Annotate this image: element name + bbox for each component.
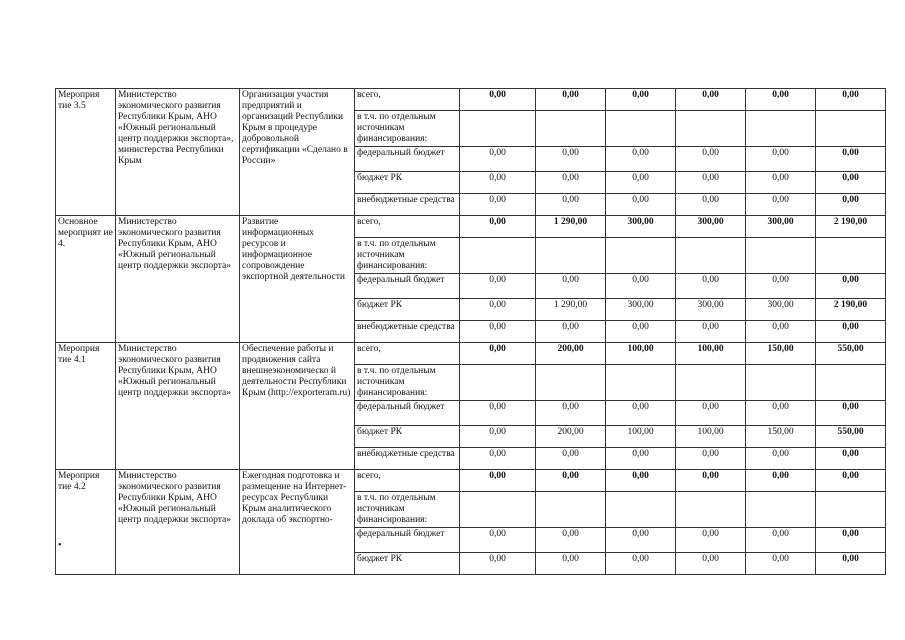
amount-cell [676,111,746,147]
amount-cell: 0,00 [606,89,676,111]
amount-cell: 0,00 [816,470,886,492]
amount-cell: 0,00 [606,194,676,216]
amount-cell: 0,00 [536,194,606,216]
amount-cell [460,111,536,147]
table-row [56,216,886,238]
amount-cell: 0,00 [460,401,536,426]
amount-cell [746,365,816,401]
amount-cell [536,111,606,147]
amount-cell [746,238,816,274]
amount-cell: 0,00 [536,172,606,194]
amount-cell: 0,00 [606,172,676,194]
amount-cell [536,365,606,401]
amount-cell: 0,00 [746,470,816,492]
amount-cell [606,492,676,528]
amount-cell: 0,00 [746,194,816,216]
amount-cell: 0,00 [746,89,816,111]
amount-cell: 0,00 [606,448,676,470]
amount-cell: 0,00 [606,528,676,553]
amount-cell: 0,00 [676,553,746,575]
funding-source-label: всего, [355,216,460,238]
amount-cell: 0,00 [536,147,606,172]
amount-cell [676,238,746,274]
amount-cell: 300,00 [606,299,676,321]
amount-cell: 0,00 [536,401,606,426]
description-cell: Организация участия предприятий и организаций Республики Крым в процедуре добровольной сертификации «Сделано в России» [240,89,355,216]
funding-source-label: федеральный бюджет [355,528,460,553]
amount-cell [460,238,536,274]
organization-cell: Министерство экономического развития Республики Крым, АНО «Южный региональный центр поддержки экспорта» [116,343,240,470]
amount-cell: 2 190,00 [816,299,886,321]
amount-cell: 0,00 [676,172,746,194]
description-cell: Обеспечение работы и продвижения сайта внешнеэкономическо й деятельности Республики Крым (http://exporteram.ru) [240,343,355,470]
amount-cell: 1 290,00 [536,299,606,321]
amount-cell: 0,00 [816,448,886,470]
amount-cell: 0,00 [606,553,676,575]
amount-cell: 0,00 [460,274,536,299]
funding-source-label: бюджет РК [355,553,460,575]
amount-cell: 0,00 [460,343,536,365]
amount-cell: 0,00 [816,401,886,426]
amount-cell: 2 190,00 [816,216,886,238]
amount-cell: 0,00 [676,321,746,343]
amount-cell: 0,00 [676,274,746,299]
amount-cell: 550,00 [816,426,886,448]
amount-cell: 0,00 [816,553,886,575]
amount-cell [536,492,606,528]
funding-source-label: внебюджетные средства [355,194,460,216]
amount-cell: 0,00 [536,274,606,299]
amount-cell: 0,00 [816,321,886,343]
funding-source-label: внебюджетные средства [355,321,460,343]
amount-cell: 0,00 [746,172,816,194]
amount-cell: 0,00 [536,89,606,111]
amount-cell: 0,00 [816,194,886,216]
funding-table [55,88,886,575]
amount-cell: 100,00 [606,343,676,365]
amount-cell: 0,00 [460,89,536,111]
amount-cell: 0,00 [816,89,886,111]
funding-source-label: бюджет РК [355,299,460,321]
amount-cell: 0,00 [816,274,886,299]
funding-source-label: федеральный бюджет [355,147,460,172]
amount-cell: 0,00 [460,321,536,343]
funding-source-label: в т.ч. по отдельным источникам финансирования: [355,492,460,528]
funding-source-label: федеральный бюджет [355,401,460,426]
amount-cell: 300,00 [676,299,746,321]
funding-source-label: бюджет РК [355,426,460,448]
table-row [56,343,886,365]
amount-cell: 0,00 [606,401,676,426]
amount-cell: 0,00 [460,172,536,194]
amount-cell [460,365,536,401]
table-row [56,470,886,492]
amount-cell: 0,00 [676,470,746,492]
amount-cell: 100,00 [676,426,746,448]
amount-cell: 0,00 [746,147,816,172]
amount-cell: 0,00 [676,89,746,111]
amount-cell: 0,00 [536,321,606,343]
amount-cell [816,365,886,401]
event-cell: Основное мероприят ие 4. [56,216,116,343]
amount-cell [536,238,606,274]
amount-cell: 0,00 [460,528,536,553]
amount-cell: 0,00 [746,401,816,426]
amount-cell: 0,00 [536,528,606,553]
amount-cell: 150,00 [746,426,816,448]
amount-cell [606,111,676,147]
amount-cell: 0,00 [606,321,676,343]
description-cell: Ежегодная подготовка и размещение на Интернет-ресурсах Республики Крым аналитического доклада об экспортно- [240,470,355,575]
amount-cell [676,365,746,401]
event-cell: Мероприя тие 4.2 [56,470,116,575]
event-cell: Мероприя тие 4.1 [56,343,116,470]
amount-cell [460,492,536,528]
funding-source-label: в т.ч. по отдельным источникам финансирования: [355,238,460,274]
amount-cell: 0,00 [460,553,536,575]
amount-cell: 0,00 [460,426,536,448]
amount-cell: 0,00 [676,528,746,553]
amount-cell: 0,00 [536,553,606,575]
funding-source-label: федеральный бюджет [355,274,460,299]
amount-cell: 0,00 [460,448,536,470]
amount-cell: 0,00 [460,299,536,321]
amount-cell: 300,00 [746,299,816,321]
amount-cell: 0,00 [816,528,886,553]
amount-cell [746,492,816,528]
amount-cell [816,111,886,147]
amount-cell: 0,00 [746,448,816,470]
funding-source-label: в т.ч. по отдельным источникам финансирования: [355,111,460,147]
funding-source-label: бюджет РК [355,172,460,194]
amount-cell: 0,00 [746,553,816,575]
organization-cell: Министерство экономического развития Республики Крым, АНО «Южный региональный центр поддержки экспорта» [116,470,240,575]
amount-cell: 150,00 [746,343,816,365]
funding-source-label: внебюджетные средства [355,448,460,470]
table-row [56,89,886,111]
amount-cell: 0,00 [460,147,536,172]
amount-cell: 100,00 [606,426,676,448]
amount-cell: 0,00 [460,216,536,238]
amount-cell: 0,00 [460,194,536,216]
funding-source-label: всего, [355,343,460,365]
amount-cell: 300,00 [606,216,676,238]
amount-cell: 0,00 [816,147,886,172]
stray-mark: • [58,540,62,551]
amount-cell [746,111,816,147]
funding-source-label: всего, [355,470,460,492]
amount-cell: 0,00 [816,172,886,194]
amount-cell: 0,00 [676,448,746,470]
description-cell: Развитие информационных ресурсов и информационное сопровождение экспортной деятельности [240,216,355,343]
amount-cell: 200,00 [536,426,606,448]
amount-cell: 1 290,00 [536,216,606,238]
amount-cell [606,365,676,401]
amount-cell: 0,00 [676,194,746,216]
amount-cell: 0,00 [606,470,676,492]
amount-cell: 0,00 [746,321,816,343]
amount-cell: 0,00 [536,448,606,470]
amount-cell: 0,00 [746,274,816,299]
amount-cell: 100,00 [676,343,746,365]
amount-cell: 0,00 [676,401,746,426]
organization-cell: Министерство экономического развития Республики Крым, АНО «Южный региональный центр поддержки экспорта» [116,216,240,343]
amount-cell: 0,00 [460,470,536,492]
amount-cell [676,492,746,528]
amount-cell: 0,00 [606,147,676,172]
amount-cell: 300,00 [746,216,816,238]
amount-cell: 550,00 [816,343,886,365]
amount-cell: 300,00 [676,216,746,238]
funding-source-label: всего, [355,89,460,111]
amount-cell: 0,00 [536,470,606,492]
amount-cell [606,238,676,274]
amount-cell: 0,00 [606,274,676,299]
amount-cell: 200,00 [536,343,606,365]
amount-cell [816,238,886,274]
organization-cell: Министерство экономического развития Республики Крым, АНО «Южный региональный центр поддержки экспорта», министерства Республики Крым [116,89,240,216]
amount-cell: 0,00 [676,147,746,172]
amount-cell: 0,00 [746,528,816,553]
funding-source-label: в т.ч. по отдельным источникам финансирования: [355,365,460,401]
event-cell: Мероприя тие 3.5 [56,89,116,216]
amount-cell [816,492,886,528]
